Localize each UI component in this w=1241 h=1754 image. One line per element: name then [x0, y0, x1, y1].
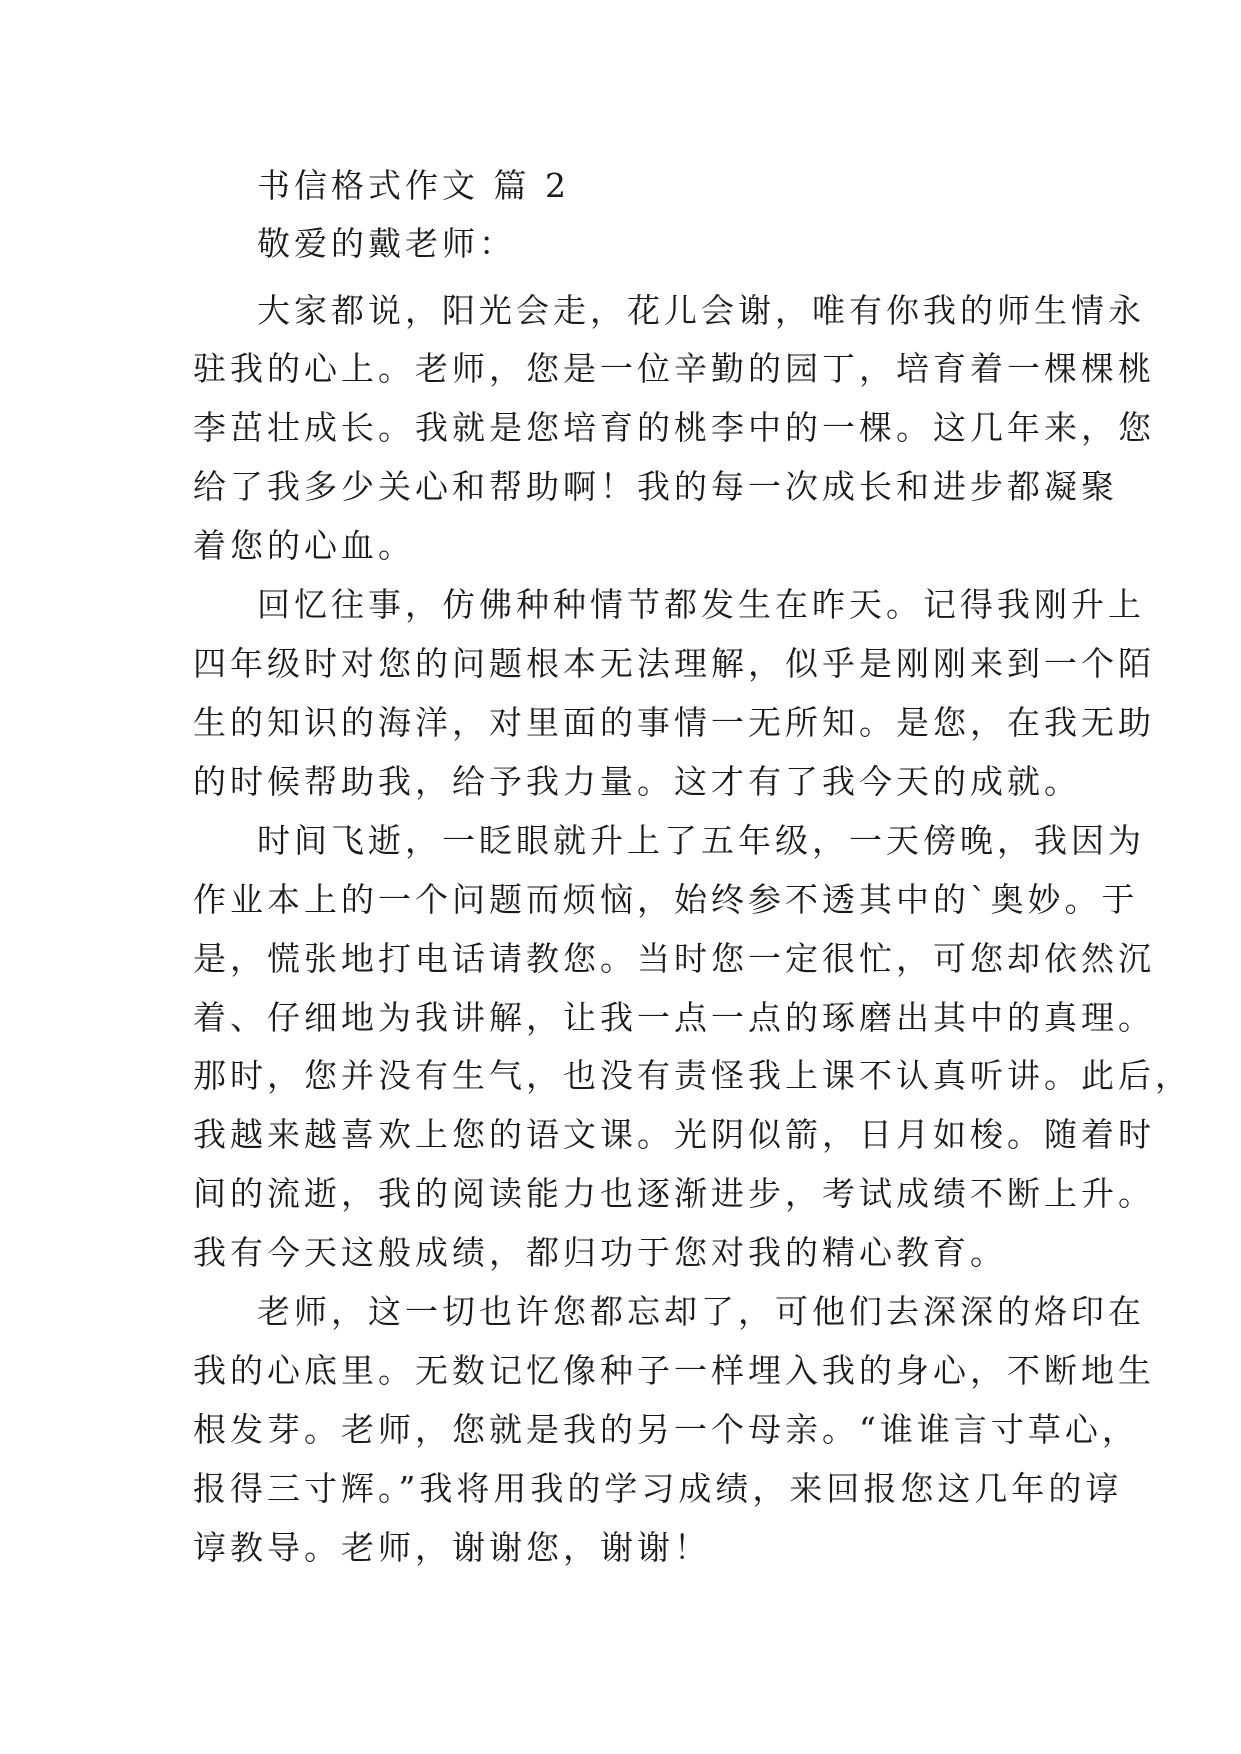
letter-salutation: 敬爱的戴老师：: [257, 224, 516, 263]
text-line: 驻我的心上。老师，您是一位辛勤的园丁，培育着一棵棵桃: [193, 349, 1155, 388]
text-line: 回忆往事，仿佛种种情节都发生在昨天。记得我刚升上: [257, 585, 1145, 624]
text-line: 我越来越喜欢上您的语文课。光阴似箭，日月如梭。随着时: [193, 1115, 1155, 1154]
text-line: 老师，这一切也许您都忘却了，可他们去深深的烙印在: [257, 1292, 1145, 1331]
text-line: 谆教导。老师，谢谢您，谢谢！: [193, 1528, 711, 1567]
text-line: 间的流逝，我的阅读能力也逐渐进步，考试成绩不断上升。: [193, 1174, 1155, 1213]
text-line: 作业本上的一个问题而烦恼，始终参不透其中的`奥妙。于: [193, 880, 1139, 919]
text-line: 报得三寸辉。”我将用我的学习成绩，来回报您这几年的谆: [193, 1469, 1123, 1508]
text-line: 生的知识的海洋，对里面的事情一无所知。是您，在我无助: [193, 703, 1155, 742]
text-line: 的时候帮助我，给予我力量。这才有了我今天的成就。: [193, 762, 1081, 801]
text-line: 着您的心血。: [193, 526, 415, 565]
text-line: 李茁壮成长。我就是您培育的桃李中的一棵。这几年来，您: [193, 408, 1155, 447]
text-line: 是，慌张地打电话请教您。当时您一定很忙，可您却依然沉: [193, 939, 1155, 978]
text-line: 四年级时对您的问题根本无法理解，似乎是刚刚来到一个陌: [193, 644, 1155, 683]
text-line: 给了我多少关心和帮助啊！我的每一次成长和进步都凝聚: [193, 467, 1118, 506]
text-line: 大家都说，阳光会走，花儿会谢，唯有你我的师生情永: [257, 291, 1145, 330]
text-line: 根发芽。老师，您就是我的另一个母亲。“谁谁言寸草心，: [193, 1410, 1139, 1449]
text-line: 我的心底里。无数记忆像种子一样埋入我的身心，不断地生: [193, 1351, 1155, 1390]
text-line: 时间飞逝，一眨眼就升上了五年级，一天傍晚，我因为: [257, 821, 1145, 860]
document-heading: 书信格式作文 篇 2: [257, 166, 570, 205]
text-line: 我有今天这般成绩，都归功于您对我的精心教育。: [193, 1233, 1007, 1272]
text-line: 着、仔细地为我讲解，让我一点一点的琢磨出其中的真理。: [193, 998, 1155, 1037]
text-line: 那时，您并没有生气，也没有责怪我上课不认真听讲。此后，: [193, 1056, 1192, 1095]
